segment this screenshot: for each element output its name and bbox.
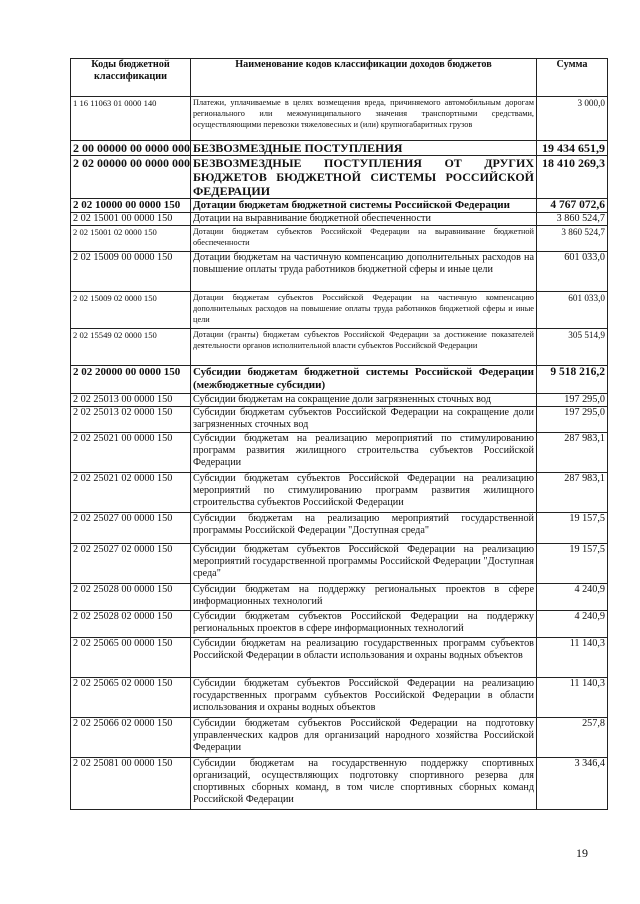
- header-name: Наименование кодов классификации доходов бюджетов: [191, 59, 537, 97]
- row-code: 2 02 00000 00 0000 000: [71, 156, 191, 199]
- row-code: 2 02 15009 02 0000 150: [71, 292, 191, 329]
- page-number: 19: [576, 846, 588, 860]
- row-code: 2 02 10000 00 0000 150: [71, 199, 191, 213]
- row-code: 2 02 15001 00 0000 150: [71, 213, 191, 226]
- row-code: 2 02 15009 00 0000 150: [71, 252, 191, 292]
- row-sum: 11 140,3: [537, 678, 608, 718]
- table-row: [71, 292, 608, 329]
- row-code: 2 02 25013 02 0000 150: [71, 407, 191, 433]
- row-code: 2 02 25065 02 0000 150: [71, 678, 191, 718]
- row-name: Субсидии бюджетам на поддержку региональных проектов в сфере информационных технологий: [191, 584, 537, 611]
- row-sum: 9 518 216,2: [537, 366, 608, 394]
- row-code: 2 02 25027 00 0000 150: [71, 513, 191, 544]
- table-row: [71, 638, 608, 678]
- row-sum: 3 346,4: [537, 758, 608, 810]
- row-sum: 197 295,0: [537, 394, 608, 407]
- row-sum: 287 983,1: [537, 433, 608, 473]
- table-row: [71, 544, 608, 584]
- row-code: 2 02 25081 00 0000 150: [71, 758, 191, 810]
- row-sum: 257,8: [537, 718, 608, 758]
- table-row: [71, 678, 608, 718]
- row-sum: 11 140,3: [537, 638, 608, 678]
- row-name: Субсидии бюджетам субъектов Российской Федерации на сокращение доли загрязненных сточных вод: [191, 407, 537, 433]
- row-code: 2 00 00000 00 0000 000: [71, 141, 191, 156]
- row-name: Субсидии бюджетам бюджетной системы Российской Федерации (межбюджетные субсидии): [191, 366, 537, 394]
- row-name: Субсидии бюджетам на реализацию мероприятий государственной программы Российской Федерации "Доступная среда": [191, 513, 537, 544]
- table-row: [71, 473, 608, 513]
- row-name: Субсидии бюджетам на сокращение доли загрязненных сточных вод: [191, 394, 537, 407]
- budget-revenue-table: [70, 58, 608, 810]
- row-sum: 197 295,0: [537, 407, 608, 433]
- row-name: Субсидии бюджетам субъектов Российской Федерации на подготовку управленческих кадров для организаций народного хозяйства Российской Федерации: [191, 718, 537, 758]
- table-row: [71, 97, 608, 141]
- row-sum: 3 000,0: [537, 97, 608, 141]
- table-row: [71, 199, 608, 213]
- row-name: Субсидии бюджетам на государственную поддержку спортивных организаций, осуществляющих подготовку спортивного резерва для спортивных сборных команд, в том числе спортивных сборных команд Российской Федерации: [191, 758, 537, 810]
- table-row: [71, 407, 608, 433]
- row-name: Субсидии бюджетам субъектов Российской Федерации на реализацию государственных программ субъектов Российской Федерации в области использования и охраны водных объектов: [191, 678, 537, 718]
- row-code: 2 02 25021 00 0000 150: [71, 433, 191, 473]
- table-row: [71, 611, 608, 638]
- row-sum: 4 240,9: [537, 611, 608, 638]
- table-row: [71, 156, 608, 199]
- row-sum: 601 033,0: [537, 252, 608, 292]
- table-row: [71, 758, 608, 810]
- row-code: 2 02 25028 00 0000 150: [71, 584, 191, 611]
- row-name: Дотации бюджетам бюджетной системы Российской Федерации: [191, 199, 537, 213]
- table-row: [71, 252, 608, 292]
- row-sum: 18 410 269,3: [537, 156, 608, 199]
- row-code: 2 02 15549 02 0000 150: [71, 329, 191, 366]
- row-name: Дотации бюджетам субъектов Российской Федерации на частичную компенсацию дополнительных расходов на повышение оплаты труда работников бюджетной сферы и иные цели: [191, 292, 537, 329]
- row-sum: 19 434 651,9: [537, 141, 608, 156]
- row-name: Субсидии бюджетам на реализацию мероприятий по стимулированию программ развития жилищного строительства субъектов Российской Федерации: [191, 433, 537, 473]
- table-row: [71, 213, 608, 226]
- row-name: Дотации бюджетам на частичную компенсацию дополнительных расходов на повышение оплаты труда работников бюджетной сферы и иные цели: [191, 252, 537, 292]
- table-row: [71, 141, 608, 156]
- row-name: Платежи, уплачиваемые в целях возмещения вреда, причиняемого автомобильным дорогам регионального или межмуниципального значения транспортными средствами, осуществляющими перевозки тяжеловесных и (или) крупногабаритных грузов: [191, 97, 537, 141]
- row-code: 2 02 25066 02 0000 150: [71, 718, 191, 758]
- table-row: [71, 394, 608, 407]
- row-sum: 601 033,0: [537, 292, 608, 329]
- row-name: Субсидии бюджетам на реализацию государственных программ субъектов Российской Федерации в области использования и охраны водных объектов: [191, 638, 537, 678]
- row-sum: 3 860 524,7: [537, 213, 608, 226]
- row-code: 2 02 25027 02 0000 150: [71, 544, 191, 584]
- table-row: [71, 433, 608, 473]
- row-name: Дотации бюджетам субъектов Российской Федерации на выравнивание бюджетной обеспеченности: [191, 226, 537, 252]
- table-row: [71, 584, 608, 611]
- row-code: 1 16 11063 01 0000 140: [71, 97, 191, 141]
- row-code: 2 02 15001 02 0000 150: [71, 226, 191, 252]
- row-sum: 19 157,5: [537, 513, 608, 544]
- row-name: Дотации (гранты) бюджетам субъектов Российской Федерации за достижение показателей деятельности органов исполнительной власти субъектов Российской Федерации: [191, 329, 537, 366]
- row-code: 2 02 25013 00 0000 150: [71, 394, 191, 407]
- row-code: 2 02 25021 02 0000 150: [71, 473, 191, 513]
- row-name: БЕЗВОЗМЕЗДНЫЕ ПОСТУПЛЕНИЯ ОТ ДРУГИХ БЮДЖЕТОВ БЮДЖЕТНОЙ СИСТЕМЫ РОССИЙСКОЙ ФЕДЕРАЦИИ: [191, 156, 537, 199]
- row-code: 2 02 20000 00 0000 150: [71, 366, 191, 394]
- table-row: [71, 366, 608, 394]
- row-name: БЕЗВОЗМЕЗДНЫЕ ПОСТУПЛЕНИЯ: [191, 141, 537, 156]
- row-name: Дотации на выравнивание бюджетной обеспеченности: [191, 213, 537, 226]
- table-row: [71, 513, 608, 544]
- row-sum: 3 860 524,7: [537, 226, 608, 252]
- header-code: Коды бюджетной классификации: [71, 59, 191, 97]
- row-name: Субсидии бюджетам субъектов Российской Федерации на реализацию мероприятий государственной программы Российской Федерации "Доступная среда": [191, 544, 537, 584]
- table-row: [71, 226, 608, 252]
- header-sum: Сумма: [537, 59, 608, 97]
- row-sum: 4 240,9: [537, 584, 608, 611]
- table-row: [71, 718, 608, 758]
- table-header-row: [71, 59, 608, 97]
- row-sum: 287 983,1: [537, 473, 608, 513]
- row-sum: 4 767 072,6: [537, 199, 608, 213]
- row-name: Субсидии бюджетам субъектов Российской Федерации на поддержку региональных проектов в сфере информационных технологий: [191, 611, 537, 638]
- row-name: Субсидии бюджетам субъектов Российской Федерации на реализацию мероприятий по стимулированию программ развития жилищного строительства субъектов Российской Федерации: [191, 473, 537, 513]
- row-sum: 19 157,5: [537, 544, 608, 584]
- row-code: 2 02 25065 00 0000 150: [71, 638, 191, 678]
- row-code: 2 02 25028 02 0000 150: [71, 611, 191, 638]
- table-row: [71, 329, 608, 366]
- row-sum: 305 514,9: [537, 329, 608, 366]
